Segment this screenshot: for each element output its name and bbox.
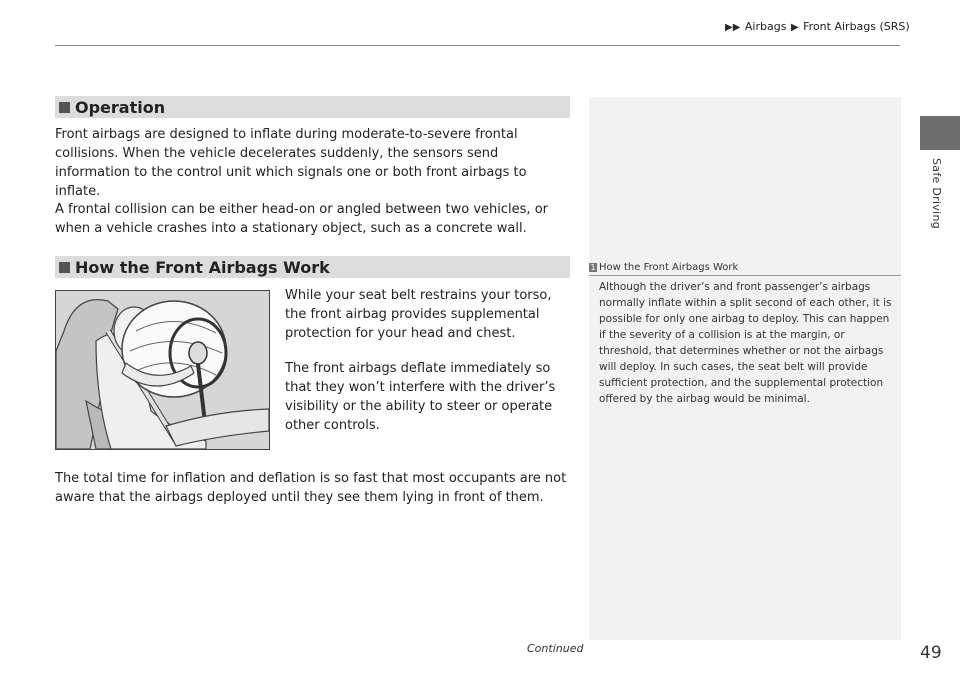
sidebar-note-title-text: How the Front Airbags Work [599,262,739,273]
how-it-works-paragraph-2: The front airbags deflate immediately so that they won’t interfere with the driver’s visibility or the ability to steer or operate other controls. [285,361,556,433]
side-tab-marker [920,116,960,150]
sidebar-note-divider [589,275,901,276]
breadcrumb [724,20,910,33]
operation-paragraph-1: Front airbags are designed to inflate during moderate-to-severe frontal collisions. When the vehicle decelerates suddenly, the sensors send information to the control unit which signals one or both front airbags to inflate. [55,127,527,199]
section-title-operation: Operation [75,97,166,117]
continued-label: Continued [527,642,584,655]
section-title-how-airbags-work: How the Front Airbags Work [75,257,330,277]
section-header-operation [55,96,570,118]
section-header-how-airbags-work [55,256,570,278]
sidebar-note-body: Although the driver’s and front passenger’s airbags normally inflate within a split second of each other, it is possible for only one airbag to deploy. This can happen if the severity of a collision is at the margin, or threshold, that determines whether or not the airbags will deploy. In such cases, the seat belt will provide sufficient protection, and the supplemental protection offered by the airbag would be minimal. [599,281,892,405]
side-tab-label: Safe Driving [930,158,943,230]
driver-airbag-illustration [56,291,269,449]
header-divider [55,45,900,46]
how-it-works-paragraph-3: The total time for inflation and deflation is so fast that most occupants are not aware that the airbags deployed until they see them lying in front of them. [55,471,567,505]
how-it-works-paragraph-1: While your seat belt restrains your torso, the front airbag provides supplemental protection for your head and chest. [285,288,552,341]
sidebar-note-title [589,262,901,273]
airbag-illustration [55,290,270,450]
page-number: 49 [920,643,942,663]
arrow-icon: ▶ [790,22,799,33]
breadcrumb-item-front-airbags[interactable]: Front Airbags (SRS) [803,20,910,33]
square-bullet-icon [59,262,70,273]
note-marker-icon: 1 [590,262,596,272]
operation-paragraph-2: A frontal collision can be either head-on or angled between two vehicles, or when a vehicle crashes into a stationary object, such as a concrete wall. [55,202,548,236]
double-arrow-icon: ▶▶ [725,22,741,33]
breadcrumb-item-airbags[interactable]: Airbags [744,20,787,33]
square-bullet-icon [59,102,70,113]
